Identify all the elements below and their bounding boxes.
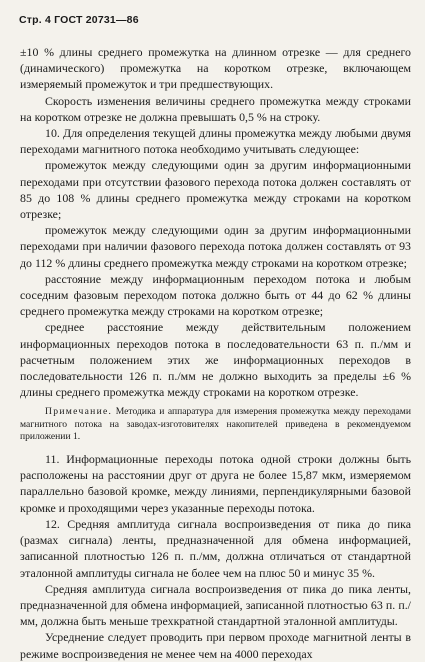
- paragraph-average-amplitude: Средняя амплитуда сигнала воспроизведения от пика до пика ленты, предназначенной для обмена информацией, записанной плотностью 63 п. п./мм, должна быть меньше трехкратной стандартной эталонной амплитуды.: [20, 581, 411, 629]
- note-label: Примечание.: [45, 406, 113, 418]
- paragraph-item-distance: расстояние между информационным переходом потока и любым соседним фазовым переходом потока должно быть от 44 до 62 % длины среднего промежутка между строками на коротком отрезке;: [20, 271, 411, 319]
- paragraph-clause-10: 10. Для определения текущей длины промежутка между любыми двумя переходами магнитного потока необходимо учитывать следующее:: [20, 126, 411, 157]
- paragraph-item-info-transitions: промежуток между следующими один за другим информационными переходами при отсутствии фазового перехода потока должен составлять от 85 до 108 % длины среднего промежутка между строками на коротком отрезке;: [20, 158, 411, 222]
- document-body: [20, 44, 411, 662]
- paragraph-tolerance-continuation: ±10 % длины среднего промежутка на длинном отрезке — для среднего (динамического) промежутка на коротком отрезке, включающем измеряемый промежуток и три предшествующих.: [20, 45, 411, 92]
- paragraph-rate-of-change: Скорость изменения величины среднего промежутка между строками на коротком отрезке не должна превышать 0,5 % на строку.: [20, 93, 411, 124]
- note-text: Методика и аппаратура для измерения промежутка между переходами магнитного потока на заводах-изготовителях накопителей приведена в рекомендуемом приложении 1.: [20, 406, 411, 442]
- paragraph-item-average-distance: среднее расстояние между действительным положением информационных переходов потока в последовательности 63 п. п./мм и расчетным положением этих же информационных переходов в последовательности 126 п. п./мм не должно выходить за пределы ±6 % длины среднего промежутка между строками на коротком отрезке.: [20, 320, 411, 400]
- paragraph-clause-12: 12. Средняя амплитуда сигнала воспроизведения от пика до пика (размах сигнала) ленты, предназначенной для обмена информацией, записанной плотностью 126 п. п./мм, должна отличаться от стандартной эталонной амплитуды сигнала не более чем на плюс 50 и минус 35 %.: [20, 516, 411, 580]
- paragraph-item-phase-transitions: промежуток между следующими один за другим информационными переходами при наличии фазового перехода потока должен составлять от 93 до 112 % длины среднего промежутка между строками на коротком отрезке;: [20, 223, 411, 270]
- note: [20, 406, 411, 443]
- paragraph-clause-11: 11. Информационные переходы потока одной строки должны быть расположены на расстоянии друг от друга не более 15,87 мкм, измеряемом параллельно базовой кромке, между линиями, перпендикулярными базовой кромке и проходящими через указанные переходы потока.: [20, 452, 411, 515]
- page-header: Стр. 4 ГОСТ 20731—86: [19, 14, 139, 26]
- paragraph-averaging: Усреднение следует проводить при первом проходе магнитной ленты в режиме воспроизведения не менее чем на 4000 переходах: [20, 630, 411, 661]
